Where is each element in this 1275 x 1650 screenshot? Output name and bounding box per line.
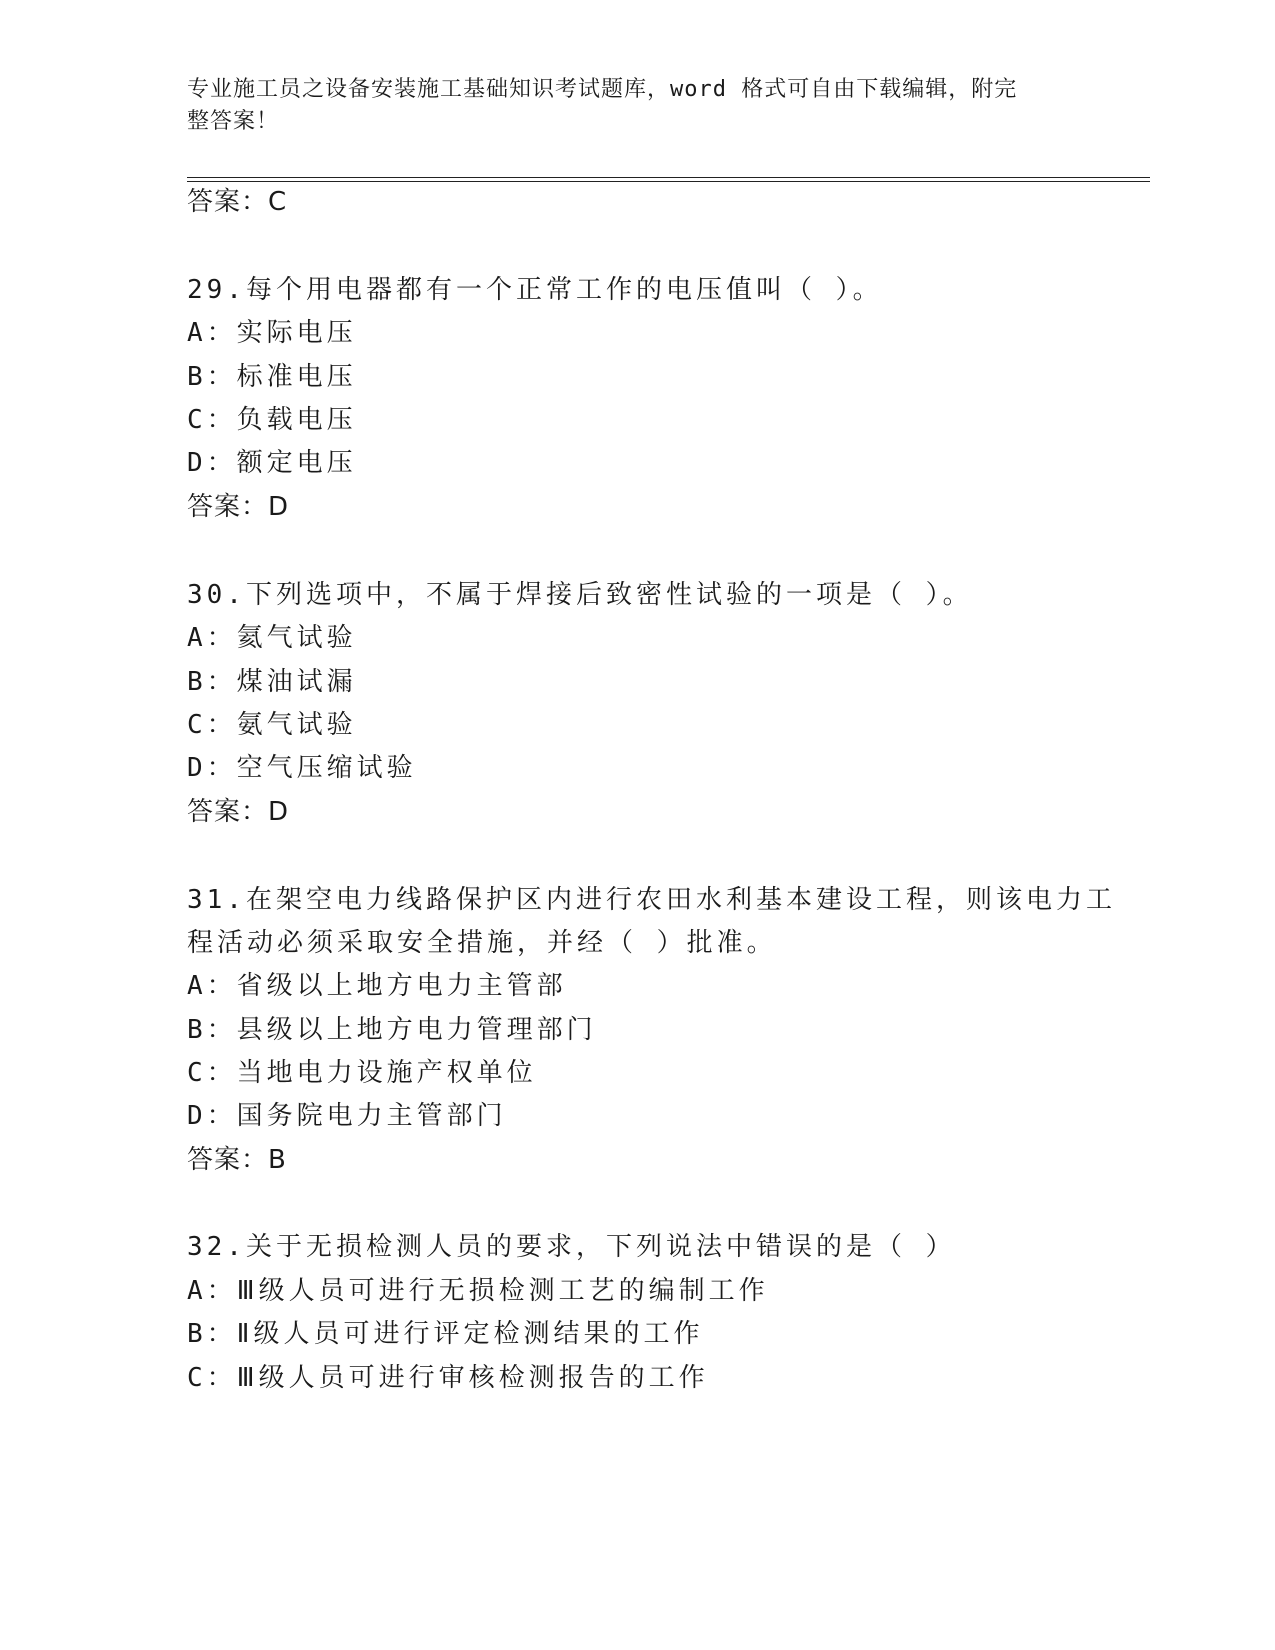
question-29-option-c: C：负载电压	[187, 405, 357, 435]
question-32-stem: 32.关于无损检测人员的要求，下列说法中错误的是（ ）	[187, 1232, 956, 1262]
header-divider	[187, 177, 1150, 182]
header-title-line-2: 整答案！	[187, 109, 280, 134]
question-31-answer: 答案：B	[187, 1145, 287, 1175]
question-31-option-a: A：省级以上地方电力主管部	[187, 971, 567, 1001]
question-30-option-a: A：氦气试验	[187, 623, 357, 653]
question-30-option-d: D：空气压缩试验	[187, 753, 417, 783]
question-29-stem: 29.每个用电器都有一个正常工作的电压值叫（ ）。	[187, 275, 883, 305]
question-32-option-c: C：Ⅲ级人员可进行审核检测报告的工作	[187, 1363, 709, 1393]
question-29-option-d: D：额定电压	[187, 448, 357, 478]
question-31-stem-line-2: 程活动必须采取安全措施，并经（ ）批准。	[187, 928, 777, 958]
question-31-option-b: B：县级以上地方电力管理部门	[187, 1015, 597, 1045]
header-title-line-1: 专业施工员之设备安装施工基础知识考试题库，word 格式可自由下载编辑，附完	[187, 77, 1018, 102]
question-32-option-a: A：Ⅲ级人员可进行无损检测工艺的编制工作	[187, 1276, 769, 1306]
question-29-answer: 答案：D	[187, 492, 290, 522]
question-31-option-c: C：当地电力设施产权单位	[187, 1058, 537, 1088]
previous-answer: 答案：C	[187, 187, 288, 217]
question-30-stem: 30.下列选项中，不属于焊接后致密性试验的一项是（ ）。	[187, 580, 973, 610]
question-31-option-d: D：国务院电力主管部门	[187, 1101, 507, 1131]
question-29-option-b: B：标准电压	[187, 362, 357, 392]
question-30-answer: 答案：D	[187, 797, 290, 827]
question-32-option-b: B：Ⅱ级人员可进行评定检测结果的工作	[187, 1319, 704, 1349]
question-29-option-a: A：实际电压	[187, 318, 357, 348]
document-header	[187, 74, 1087, 138]
question-31-stem-line-1: 31.在架空电力线路保护区内进行农田水利基本建设工程，则该电力工	[187, 885, 1116, 915]
question-30-option-c: C：氨气试验	[187, 710, 357, 740]
question-30-option-b: B：煤油试漏	[187, 667, 357, 697]
